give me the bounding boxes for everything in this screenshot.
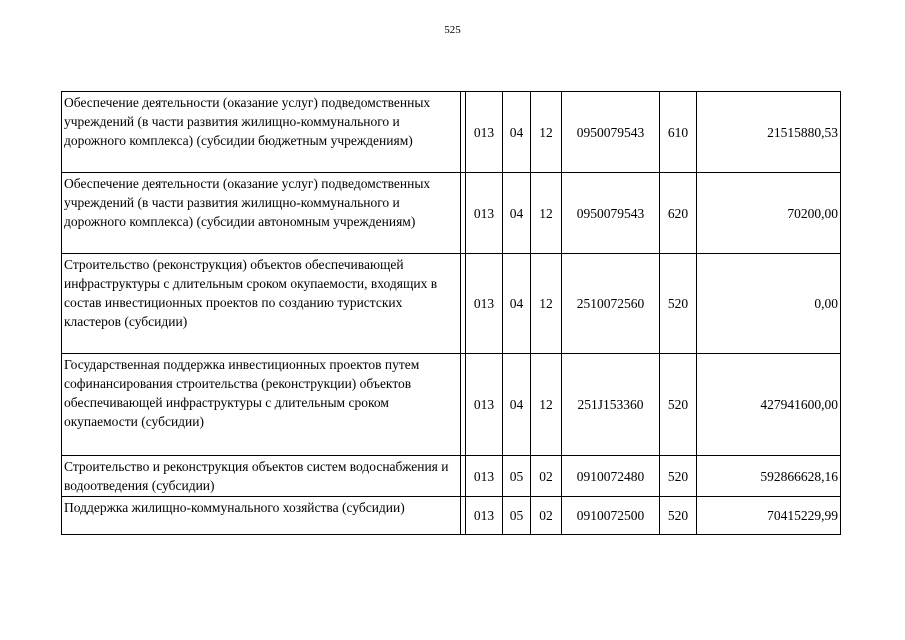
table-row [62, 456, 841, 497]
table-row [62, 497, 841, 535]
amount: 70200,00 [697, 173, 841, 254]
amount: 21515880,53 [697, 92, 841, 173]
amount: 0,00 [697, 254, 841, 354]
section-code: 05 [503, 456, 531, 497]
row-description: Обеспечение деятельности (оказание услуг) подведомственных учреждений (в части развития жилищно-коммунального и дорожного комплекса) (субсидии автономным учреждениям) [62, 173, 461, 254]
budget-table [61, 91, 841, 535]
row-description: Поддержка жилищно-коммунального хозяйства (субсидии) [62, 497, 461, 535]
subsection-code: 12 [531, 173, 562, 254]
table-row [62, 354, 841, 456]
table-row [62, 173, 841, 254]
expense-type-code: 520 [660, 497, 697, 535]
expense-type-code: 520 [660, 254, 697, 354]
table-row [62, 254, 841, 354]
row-description: Строительство (реконструкция) объектов обеспечивающей инфраструктуры с длительным сроком окупаемости, входящих в состав инвестиционных проектов по созданию туристских кластеров (субсидии) [62, 254, 461, 354]
section-code: 04 [503, 92, 531, 173]
expense-type-code: 520 [660, 456, 697, 497]
target-article-code: 0950079543 [562, 92, 660, 173]
grbs-code: 013 [466, 92, 503, 173]
grbs-code: 013 [466, 497, 503, 535]
table-row [62, 92, 841, 173]
subsection-code: 02 [531, 497, 562, 535]
section-code: 05 [503, 497, 531, 535]
subsection-code: 12 [531, 92, 562, 173]
expense-type-code: 610 [660, 92, 697, 173]
amount: 592866628,16 [697, 456, 841, 497]
subsection-code: 02 [531, 456, 562, 497]
grbs-code: 013 [466, 173, 503, 254]
target-article-code: 2510072560 [562, 254, 660, 354]
amount: 70415229,99 [697, 497, 841, 535]
target-article-code: 0910072500 [562, 497, 660, 535]
target-article-code: 0910072480 [562, 456, 660, 497]
grbs-code: 013 [466, 456, 503, 497]
row-description: Государственная поддержка инвестиционных проектов путем софинансирования строительства (реконструкции) объектов обеспечивающей инфраструктуры с длительным сроком окупаемости (субсидии) [62, 354, 461, 456]
row-description: Строительство и реконструкция объектов систем водоснабжения и водоотведения (субсидии) [62, 456, 461, 497]
subsection-code: 12 [531, 254, 562, 354]
section-code: 04 [503, 254, 531, 354]
subsection-code: 12 [531, 354, 562, 456]
expense-type-code: 620 [660, 173, 697, 254]
grbs-code: 013 [466, 354, 503, 456]
target-article-code: 251J153360 [562, 354, 660, 456]
amount: 427941600,00 [697, 354, 841, 456]
grbs-code: 013 [466, 254, 503, 354]
section-code: 04 [503, 354, 531, 456]
target-article-code: 0950079543 [562, 173, 660, 254]
row-description: Обеспечение деятельности (оказание услуг) подведомственных учреждений (в части развития жилищно-коммунального и дорожного комплекса) (субсидии бюджетным учреждениям) [62, 92, 461, 173]
expense-type-code: 520 [660, 354, 697, 456]
page-number: 525 [444, 24, 461, 36]
section-code: 04 [503, 173, 531, 254]
